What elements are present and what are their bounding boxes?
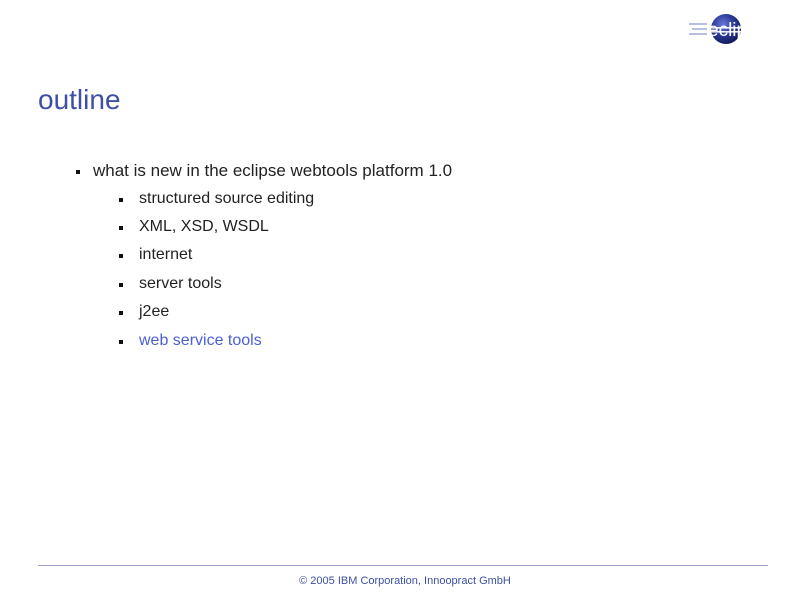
list-item	[93, 160, 452, 182]
list-item-text: j2ee	[139, 303, 170, 320]
bullet-marker-icon	[119, 226, 123, 230]
footer-divider	[38, 565, 768, 566]
copyright-text: © 2005 IBM Corporation, Innoopract GmbH	[299, 575, 511, 587]
list-item	[139, 189, 314, 209]
bullet-marker-icon	[119, 311, 123, 315]
list-item	[139, 331, 262, 351]
bullet-marker-icon	[76, 170, 80, 174]
list-item-text: server tools	[139, 275, 222, 292]
eclipse-logo-wordmark-front: eclipse	[708, 20, 768, 41]
list-item-text-highlighted: web service tools	[139, 332, 262, 349]
list-item-text: internet	[139, 246, 193, 263]
list-item-text: structured source editing	[139, 190, 315, 207]
bullet-marker-icon	[119, 283, 123, 287]
slide-title: outline	[38, 84, 121, 115]
list-item-text: XML, XSD, WSDL	[139, 218, 269, 235]
bullet-marker-icon	[119, 340, 123, 344]
list-item-text: what is new in the eclipse webtools platform 1.0	[93, 161, 453, 180]
bullet-marker-icon	[119, 254, 123, 258]
bullet-marker-icon	[119, 198, 123, 202]
list-item	[139, 274, 222, 294]
list-item	[139, 245, 192, 265]
list-item	[139, 302, 169, 322]
eclipse-logo-icon	[688, 12, 788, 46]
footer-copyright	[0, 574, 800, 588]
list-item	[139, 217, 269, 237]
